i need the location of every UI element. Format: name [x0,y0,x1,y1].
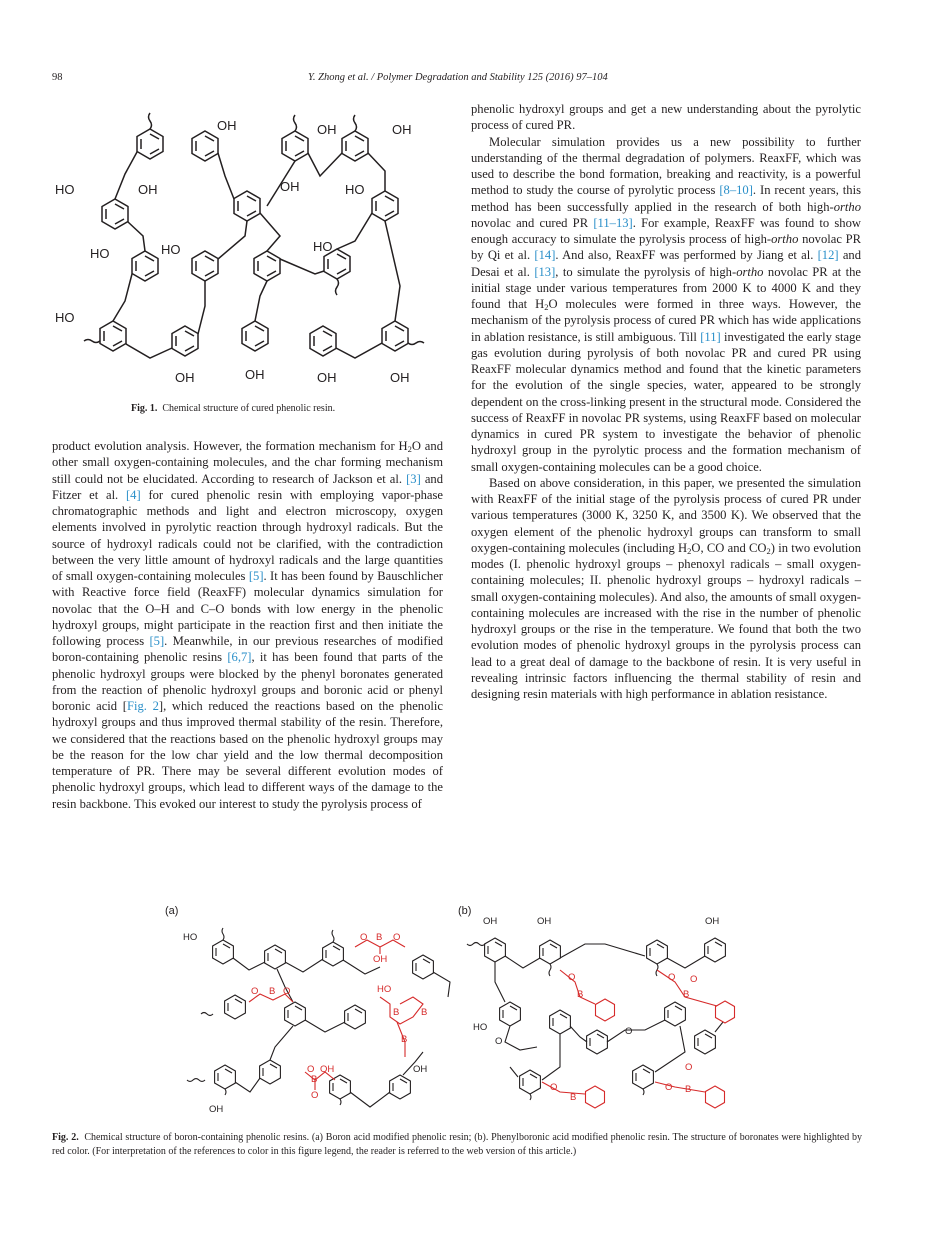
benzene-ring [382,321,408,351]
oh-label: OH [392,122,412,137]
b-label: B [577,989,584,1000]
fig1-caption-text: Chemical structure of cured phenolic resin. [162,403,336,414]
ho-label: HO [345,182,365,197]
oh-label: OH [209,1104,224,1115]
b-label: B [311,1074,318,1085]
citation-link[interactable]: [4] [125,487,141,502]
ho-label: HO [161,242,181,257]
o-label: O [550,1082,558,1093]
fig2-caption-text: Chemical structure of boron-containing phenolic resins. (a) Boron acid modified phenolic resin; (b). Phenylboronic acid modified phenolic resin. The structure of boronates were highlighted by red color. (For interpretation of the references to color in this figure legend, the reader is referred to the web version of this article.) [52,1132,863,1157]
benzene-ring [234,191,260,221]
o-label: O [393,932,401,943]
benzene-ring [192,131,218,161]
citation-link[interactable]: [13] [534,264,556,279]
o-label: O [311,1090,319,1101]
ho-label: HO [55,310,75,325]
ho-label: HO [313,239,333,254]
citation-link[interactable]: [3] [406,471,421,486]
o-label: O [307,1064,315,1075]
citation-link[interactable]: [6,7] [227,650,252,665]
b-label: B [421,1007,428,1018]
benzene-ring [372,191,398,221]
ho-label: HO [473,1022,488,1033]
o-label: O [668,972,676,983]
benzene-ring [310,326,336,356]
oh-label: OH [537,916,552,927]
fig2-label: Fig. 2. [52,1132,79,1143]
benzene-ring [137,129,163,159]
benzene-ring [172,326,198,356]
citation-link[interactable]: [11–13] [593,215,633,230]
fig1-structure [55,96,450,396]
oh-label: OH [373,954,388,965]
b-label: B [683,989,690,1000]
b-label: B [570,1092,577,1103]
o-label: O [495,1036,503,1047]
oh-label: OH [390,370,410,385]
b-label: B [393,1007,400,1018]
citation-link[interactable]: [11] [700,329,721,344]
ho-label: HO [55,182,75,197]
benzene-ring [132,251,158,281]
benzene-ring [192,251,218,281]
citation-link[interactable]: [8–10] [719,183,753,198]
benzene-ring [342,131,368,161]
o-label: O [283,986,291,997]
fig2-structure [165,902,765,1127]
benzene-ring [242,321,268,351]
oh-label: OH [138,182,158,197]
b-label: B [269,986,276,997]
o-label: O [568,972,576,983]
running-title: Y. Zhong et al. / Polymer Degradation and Stability 125 (2016) 97–104 [308,72,608,83]
b-label: B [376,932,383,943]
citation-link[interactable]: [5] [248,569,264,583]
oh-label: OH [245,367,265,382]
o-label: O [685,1062,693,1073]
o-label: O [360,932,368,943]
panel-a-label: (a) [165,905,179,917]
b-label: B [685,1084,692,1095]
benzene-ring [254,251,280,281]
o-label: O [251,986,259,997]
benzene-ring [102,199,128,229]
panel-b-label: (b) [458,905,472,917]
oh-label: OH [317,122,337,137]
right-column [471,101,861,702]
oh-label: OH [317,370,337,385]
o-label: O [690,974,698,985]
paragraph: Molecular simulation provides us a new possibility to further understanding of the thermal degradation of polymers. ReaxFF, which was used to describe the bond formation, breaking and reactivity, is a powerful method to study the course of pyrolytic process [8–10]. In recent years, this method has been successfully applied in the research of both high-ortho novolac and cured PR [11–13]. For example, ReaxFF was found to show enough accuracy to simulate the pyrolysis process of high-ortho novolac PR by Qi et al. [14]. And also, ReaxFF was performed by Jiang et al. [12] and Desai et al. [13], to simulate the pyrolysis of high-ortho novolac PR at the initial stage under various temperatures from 2000 K to 4000 K and they found that $H_2O$ molecules were formed in three ways. However, the mechanism of the pyrolysis process of cured PR which has wide applications in ablation resistance, is still ambiguous. Till [11] investigated the early stage gas evolution during pyrolysis of both novolac PR and cured PR using ReaxFF molecular dynamics method and found that the kinetic parameters for the evolution of the single species, water, appeared to be strongly dependent on the cross-linking present in the structural mode. Considered the success of ReaxFF in novolac PR systems, using ReaxFF based on molecular dynamics in cured PR system to investigate the behavior of phenolic hydroxyl group in the pyrolytic process and the formation mechanism of small oxygen-containing molecules can be a good choice. [471,134,862,474]
citation-link[interactable]: [14] [534,248,556,263]
oh-label: OH [413,1064,428,1075]
fig2-caption [52,1131,862,1158]
oh-label: OH [320,1064,335,1075]
oh-label: OH [175,370,195,385]
benzene-ring [282,131,308,161]
figure-link[interactable]: Fig. 2 [126,699,159,713]
o-label: O [665,1082,673,1093]
oh-label: OH [483,916,498,927]
ho-label: HO [377,984,392,995]
b-label: B [401,1034,408,1045]
oh-label: OH [217,118,237,133]
ho-label: HO [90,246,110,261]
benzene-ring [100,321,126,351]
ho-label: HO [183,932,198,943]
fig1-caption [131,402,335,416]
citation-link[interactable]: [12] [817,248,839,263]
oh-label: OH [705,916,720,927]
page-number: 98 [52,72,63,83]
left-column [52,438,443,812]
paragraph: product evolution analysis. However, the formation mechanism for $H_2O$ and other small oxygen-containing molecules, and the char forming mechanism still could not be elucidated. According to research of Jackson et al. [3] and Fitzer et al. [4] for cured phenolic resin with employing vapor-phase chromatographic methods and light and electron microscopy, oxygen elements involved in pyrolytic reaction through hydroxyl radicals. But the source of hydroxyl radicals could not be clarified, with the contradiction between the very little amount of hydroxyl radicals and the large quantities of small oxygen-containing molecules [5]. It has been found by Bauschlicher with Reactive force field (ReaxFF) molecular dynamics simulation for novolac that the O–H and C–O bonds with low energy in the phenolic hydroxyl groups, might participate in the reaction first and then initiate the following process [5]. Meanwhile, in our previous researches of modified boron-containing phenolic resins [6,7], it has been found that parts of the phenolic hydroxyl groups were blocked by the phenyl boronates generated from the reaction of phenolic hydroxyl groups and boronic acid or phenyl boronic acid [Fig. 2], which reduced the reactions based on the phenolic hydroxyl groups and thus improved thermal stability of the resin. Therefore, we considered that the reactions based on the phenolic hydroxyl groups may be the reason for the low char yield and the low thermal decomposition temperature of PR. There may be several different evolution modes of phenolic hydroxyl groups, which lead to different ways of the damage to the resin backbone. This evoked our interest to study the pyrolysis process of [52,439,444,811]
paragraph: Based on above consideration, in this paper, we presented the simulation with ReaxFF of the initial stage of the pyrolysis process of cured PR under various temperatures (3000 K, 3250 K, and 3500 K). We observed that the oxygen element of the phenolic hydroxyl groups can transform to small oxygen-containing molecules (including $H_2O$, CO and $CO_2$) in two evolution modes (I. phenolic hydroxyl groups – phenoxyl radicals – small oxygen-containing molecules; II. phenolic hydroxyl groups – hydroxyl radicals – small oxygen-containing molecules). And also, the amounts of small oxygen-containing molecules are increased with the rise in the number of phenolic hydroxyl groups or the rise in the temperature. We found that both the two evolution modes of phenolic hydroxyl groups in the pyrolysis process can lead to a great deal of damage to the backbone of resin. It is very useful in revealing intrinsic factors influencing the thermal stability of resin and designing resin materials with high performance in ablation resistance. [471,475,861,701]
fig1-label: Fig. 1. [131,403,158,414]
paragraph: phenolic hydroxyl groups and get a new understanding about the pyrolytic process of cured PR. [471,102,861,133]
citation-link[interactable]: [5] [149,634,165,648]
oh-label: OH [280,179,300,194]
o-label: O [625,1026,633,1037]
